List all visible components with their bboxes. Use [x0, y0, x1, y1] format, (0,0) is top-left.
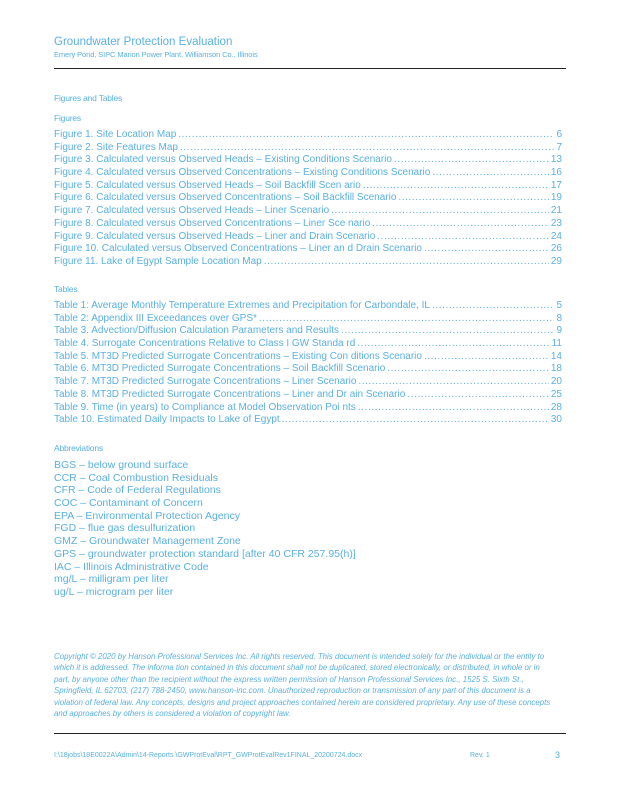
toc-dot-leader — [424, 351, 549, 364]
toc-entry-label: Figure 6. Calculated versus Observed Concentrations – Soil Backfill Scenario — [54, 192, 397, 204]
figure-entry[interactable] — [54, 167, 562, 180]
toc-entry-label: Table 2: Appendix III Exceedances over GPS* — [54, 312, 257, 324]
footer-rule — [54, 733, 566, 734]
toc-page-number: 9 — [556, 325, 562, 337]
figure-entry[interactable] — [54, 180, 562, 193]
abbreviations-list — [54, 459, 356, 599]
toc-dot-leader — [387, 363, 549, 376]
toc-dot-leader — [372, 218, 549, 231]
toc-page-number: 8 — [556, 312, 562, 324]
abbreviation-item: IAC – Illinois Administrative Code — [54, 560, 209, 573]
abbreviation-item: BGS – below ground surface — [54, 459, 189, 471]
table-entry[interactable] — [54, 325, 562, 338]
table-entry[interactable] — [54, 414, 562, 427]
toc-page-number: 23 — [550, 217, 562, 229]
toc-entry-label: Table 7. MT3D Predicted Surrogate Concentrations – Liner Scenario — [54, 376, 357, 388]
toc-page-number: 13 — [550, 154, 562, 166]
toc-page-number: 19 — [550, 192, 562, 204]
toc-dot-leader — [358, 376, 548, 389]
abbreviation-item: EPA – Environmental Protection Agency — [54, 509, 240, 522]
toc-dot-leader — [264, 256, 549, 269]
table-entry[interactable] — [54, 300, 562, 313]
figure-entry[interactable] — [54, 231, 562, 244]
toc-dot-leader — [398, 192, 548, 205]
heading-tables: Tables — [54, 284, 78, 294]
toc-entry-label: Figure 2. Site Features Map — [54, 141, 178, 153]
toc-page-number: 30 — [550, 414, 562, 426]
toc-page-number: 16 — [550, 167, 562, 179]
table-entry[interactable] — [54, 402, 562, 415]
table-entry[interactable] — [54, 351, 562, 364]
abbreviation-item: mg/L – milligram per liter — [54, 573, 169, 586]
toc-entry-label: Table 3. Advection/Diffusion Calculation Parameters and Results — [54, 325, 339, 337]
toc-entry-label: Table 4. Surrogate Concentrations Relative to Class I GW Standa rd — [54, 338, 356, 350]
toc-dot-leader — [180, 142, 554, 155]
toc-page-number: 14 — [550, 350, 562, 362]
toc-entry-label: Figure 4. Calculated versus Observed Concentrations – Existing Conditions Scenario — [54, 167, 431, 179]
abbreviation-item: GMZ – Groundwater Management Zone — [54, 535, 241, 548]
table-entry[interactable] — [54, 363, 562, 376]
table-entry[interactable] — [54, 376, 562, 389]
table-entry[interactable] — [54, 338, 562, 351]
toc-entry-label: Figure 11. Lake of Egypt Sample Location Map — [54, 255, 262, 267]
toc-entry-label: Figure 5. Calculated versus Observed Heads – Soil Backfill Scen ario — [54, 179, 361, 191]
toc-dot-leader — [432, 167, 549, 180]
toc-entry-label: Table 6. MT3D Predicted Surrogate Concentrations – Soil Backfill Scenario — [54, 363, 386, 375]
toc-entry-label: Figure 3. Calculated versus Observed Heads – Existing Conditions Scenario — [54, 154, 392, 166]
heading-figures: Figures — [54, 113, 81, 123]
toc-dot-leader — [341, 325, 554, 338]
toc-entry-label: Table 10. Estimated Daily Impacts to Lake of Egypt — [54, 414, 280, 426]
abbreviation-item: CCR – Coal Combustion Residuals — [54, 471, 218, 484]
toc-dot-leader — [331, 205, 549, 218]
figure-entry[interactable] — [54, 192, 562, 205]
figure-entry[interactable] — [54, 154, 562, 167]
toc-dot-leader — [432, 300, 554, 313]
toc-entry-label: Figure 10. Calculated versus Observed Concentrations – Liner an d Drain Scenario — [54, 243, 422, 255]
page-number: 3 — [555, 750, 561, 760]
footer-file-path: I:\18jobs\18E0022A\Admin\14-Reports \GWProtEval\RPT_GWProtEvalRev1FINAL_20200724.docx — [54, 752, 363, 759]
abbreviation-item: CFR – Code of Federal Regulations — [54, 484, 221, 497]
toc-dot-leader — [259, 313, 555, 326]
toc-entry-label: Figure 1. Site Location Map — [54, 129, 177, 140]
toc-dot-leader — [407, 389, 549, 402]
toc-page-number: 28 — [550, 401, 562, 413]
toc-dot-leader — [394, 154, 549, 167]
toc-page-number: 6 — [556, 129, 562, 140]
toc-entry-label: Table 8. MT3D Predicted Surrogate Concentrations – Liner and Dr ain Scenario — [54, 388, 406, 400]
figure-entry[interactable] — [54, 243, 562, 256]
tables-list — [54, 300, 562, 427]
header-rule — [54, 68, 566, 69]
figure-entry[interactable] — [54, 205, 562, 218]
toc-page-number: 21 — [550, 205, 562, 217]
figure-entry[interactable] — [54, 129, 562, 142]
toc-page-number: 20 — [550, 376, 562, 388]
toc-dot-leader — [363, 180, 549, 193]
toc-dot-leader — [377, 231, 549, 244]
figure-entry[interactable] — [54, 218, 562, 231]
footer-revision: Rev. 1 — [470, 752, 490, 759]
toc-dot-leader — [424, 243, 549, 256]
abbreviation-item: COC – Contaminant of Concern — [54, 497, 203, 510]
table-entry[interactable] — [54, 389, 562, 402]
toc-page-number: 18 — [550, 363, 562, 375]
abbreviation-item: FGD – flue gas desulfurization — [54, 522, 196, 535]
toc-page-number: 29 — [550, 255, 562, 267]
toc-page-number: 7 — [556, 141, 562, 153]
toc-entry-label: Table 1: Average Monthly Temperature Extremes and Precipitation for Carbondale, IL — [54, 300, 430, 311]
toc-page-number: 5 — [556, 300, 562, 311]
figure-entry[interactable] — [54, 142, 562, 155]
copyright-notice: Copyright © 2020 by Hanson Professional Services Inc. All rights reserved. This document is intended solely for the individual or the entity to which it is addressed. The informa tion contained in this document shall not be duplicated, stored electronically, or distributed, in whole or in part, by anyone other than the recipient without the express written permission of Hanson Professional Services Inc., 1525 S. Sixth St., Springfield, IL 62703, (217) 788-2450, www.hanson-inc.com. Unauthorized reproduction or transmission of any part of this document is a violation of federal law. Any concepts, designs and project approaches contained herein are considered proprietary. Any use of these concepts and approaches by others is considered a violation of copyright law. — [54, 652, 551, 719]
toc-entry-label: Figure 8. Calculated versus Observed Concentrations – Liner Sce nario — [54, 217, 371, 229]
toc-dot-leader — [282, 414, 549, 427]
table-entry[interactable] — [54, 313, 562, 326]
toc-dot-leader — [357, 338, 549, 351]
toc-dot-leader — [178, 129, 554, 142]
header-title: Groundwater Protection Evaluation — [54, 36, 233, 48]
heading-abbreviations: Abbreviations — [54, 443, 103, 453]
toc-entry-label: Table 9. Time (in years) to Compliance at Model Observation Poi nts — [54, 401, 356, 413]
figure-entry[interactable] — [54, 256, 562, 269]
toc-page-number: 24 — [550, 230, 562, 242]
toc-page-number: 17 — [550, 179, 562, 191]
header-subtitle: Emery Pond, SIPC Marion Power Plant, Williamson Co., Illinois — [54, 50, 258, 59]
abbreviation-item: ug/L – microgram per liter — [54, 585, 174, 598]
heading-figures-and-tables: Figures and Tables — [54, 93, 123, 103]
abbreviation-item: GPS – groundwater protection standard [after 40 CFR 257.95(h)] — [54, 547, 356, 560]
toc-page-number: 26 — [550, 243, 562, 255]
toc-page-number: 25 — [550, 388, 562, 400]
toc-entry-label: Table 5. MT3D Predicted Surrogate Concentrations – Existing Con ditions Scenario — [54, 350, 422, 362]
toc-entry-label: Figure 9. Calculated versus Observed Heads – Liner and Drain Scenario — [54, 230, 376, 242]
toc-dot-leader — [358, 402, 549, 415]
toc-page-number: 11 — [551, 338, 562, 350]
toc-entry-label: Figure 7. Calculated versus Observed Heads – Liner Scenario — [54, 205, 330, 217]
figures-list — [54, 129, 562, 269]
